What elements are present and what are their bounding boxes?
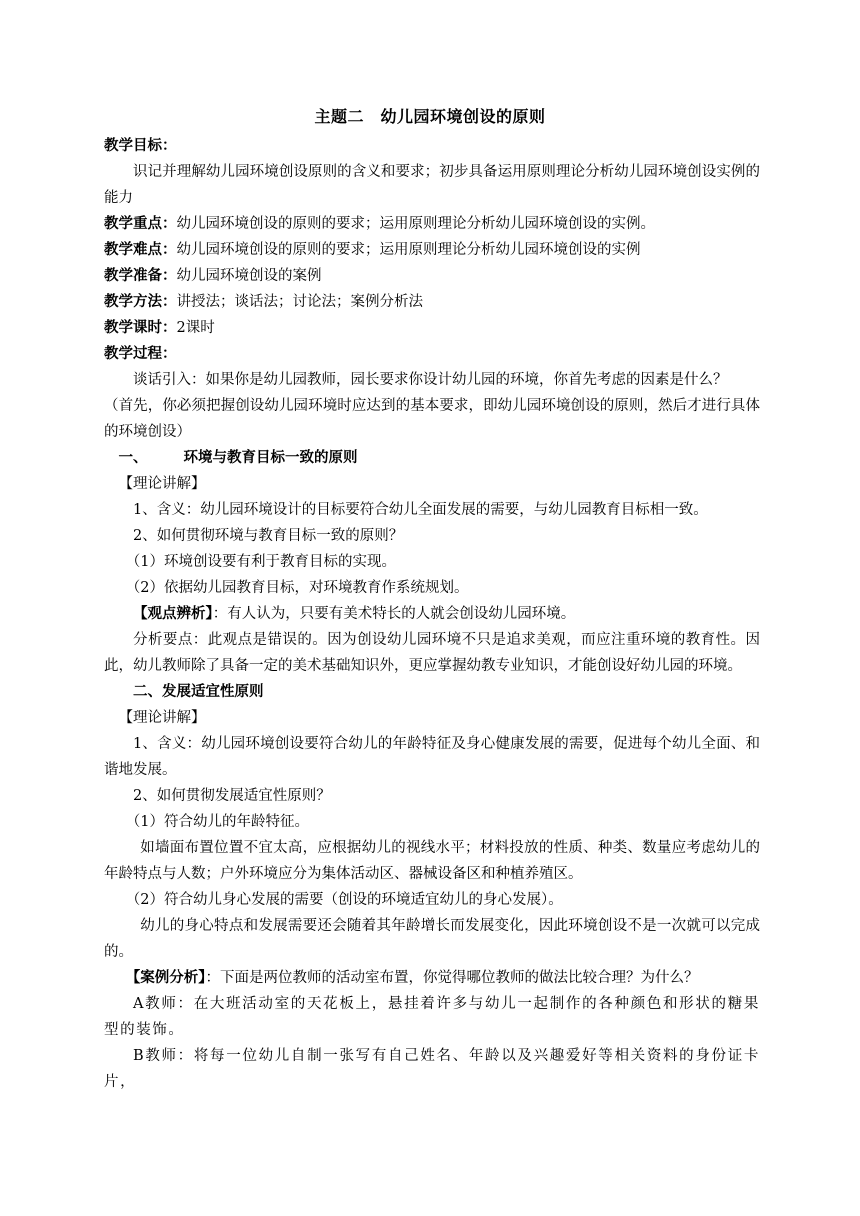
- section1-p2: 2、如何贯彻环境与教育目标一致的原则？: [133, 528, 404, 544]
- key-point-label: 教学重点：: [104, 215, 177, 232]
- teacher-a-text: A教师：在大班活动室的天花板上，悬挂着许多与幼儿一起制作的各种颜色和形状的糖果型的装饰。: [104, 996, 760, 1038]
- section1-p4: （2）依据幼儿园教育目标，对环境教育作系统规划。: [125, 580, 469, 596]
- prep-text: 幼儿园环境创设的案例: [176, 268, 322, 284]
- case-text: ：下面是两位教师的活动室布置，你觉得哪位教师的做法比较合理？为什么？: [205, 970, 699, 986]
- section2-p4: 如墙面布置位置不宜太高，应根据幼儿的视线水平；材料投放的性质、种类、数量应考虑幼儿的年龄特点与人数；户外环境应分为集体活动区、器械设备区和种植养殖区。: [104, 840, 760, 882]
- section2-p6: 幼儿的身心特点和发展需要还会随着其年龄增长而发展变化，因此环境创设不是一次就可以完成的。: [104, 918, 760, 960]
- key-point-text: 幼儿园环境创设的原则的要求；运用原则理论分析幼儿园环境创设的实例。: [176, 216, 655, 232]
- teacher-b-text: B教师：将每一位幼儿自制一张写有自己姓名、年龄以及兴趣爱好等相关资料的身份证卡片，: [104, 1048, 760, 1090]
- process-line: [104, 341, 760, 367]
- goal-label: 教学目标：: [104, 137, 177, 154]
- section1-title: 环境与教育目标一致的原则: [183, 449, 358, 466]
- prep-label: 教学准备：: [104, 267, 177, 284]
- difficulty-text: 幼儿园环境创设的原则的要求；运用原则理论分析幼儿园环境创设的实例: [176, 242, 641, 258]
- difficulty-line: [104, 237, 760, 263]
- section2-case-line: [104, 965, 760, 991]
- case-label: 【案例分析】: [125, 969, 206, 986]
- hours-text: 2课时: [176, 320, 215, 336]
- difficulty-label: 教学难点：: [104, 241, 177, 258]
- key-point-line: [104, 211, 760, 237]
- section2-p1: 1、含义：幼儿园环境创设要符合幼儿的年龄特征及身心健康发展的需要，促进每个幼儿全面、和谐地发展。: [104, 736, 760, 778]
- section1-p1: 1、含义：幼儿园环境设计的目标要符合幼儿全面发展的需要，与幼儿园教育目标相一致。: [133, 502, 708, 518]
- intro-note: （首先，你必须把握创设幼儿园环境时应达到的基本要求，即幼儿园环境创设的原则，然后才进行具体的环境创设）: [104, 398, 760, 440]
- goal-text: 识记并理解幼儿园环境创设原则的含义和要求；初步具备运用原则理论分析幼儿园环境创设实例的能力: [104, 164, 760, 206]
- section1-heading: [104, 445, 760, 471]
- view-label: 【观点辨析】: [133, 605, 213, 622]
- section2-theory-label: 【理论讲解】: [118, 710, 206, 726]
- hours-label: 教学课时：: [104, 319, 177, 336]
- section2-p2: 2、如何贯彻发展适宜性原则？: [133, 788, 331, 804]
- method-text: 讲授法；谈话法；讨论法；案例分析法: [176, 294, 423, 310]
- process-label: 教学过程：: [104, 345, 177, 362]
- document-body: [104, 133, 760, 1095]
- prep-line: [104, 263, 760, 289]
- section2-heading: 二、发展适宜性原则: [133, 683, 264, 700]
- intro-text: 谈话引入：如果你是幼儿园教师，园长要求你设计幼儿园的环境，你首先考虑的因素是什么？: [133, 372, 728, 388]
- section1-analysis: 分析要点：此观点是错误的。因为创设幼儿园环境不只是追求美观，而应注重环境的教育性。因此，幼儿教师除了具备一定的美术基础知识外，更应掌握幼教专业知识，才能创设好幼儿园的环境。: [104, 632, 760, 674]
- method-line: [104, 289, 760, 315]
- document-title: 主题二 幼儿园环境创设的原则: [314, 107, 546, 126]
- hours-line: [104, 315, 760, 341]
- section1-number: 一、: [118, 449, 148, 466]
- section2-p5: （2）符合幼儿身心发展的需要（创设的环境适宜幼儿的身心发展）。: [125, 892, 563, 908]
- method-label: 教学方法：: [104, 293, 177, 310]
- section2-p3: （1）符合幼儿的年龄特征。: [125, 814, 309, 830]
- view-text: ：有人认为，只要有美术特长的人就会创设幼儿园环境。: [212, 606, 576, 622]
- section1-view-line: [104, 601, 760, 627]
- section1-theory-label: 【理论讲解】: [118, 476, 206, 492]
- section1-p3: （1）环境创设要有利于教育目标的实现。: [125, 554, 396, 570]
